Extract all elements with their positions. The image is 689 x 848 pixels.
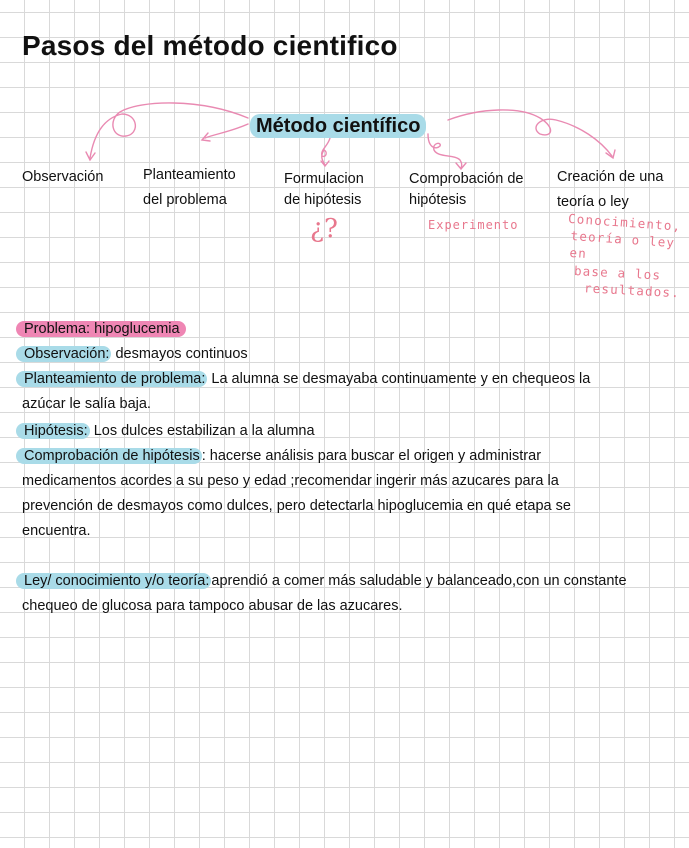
note-hypothesis [14,419,674,444]
node-label: teoría o ley [557,194,629,210]
hypothesis-text: Los dulces estabilizan a la alumna [89,423,315,439]
note-observation [14,342,674,367]
annotation-line: Conocimiento, [567,210,682,234]
note-problem [14,317,674,342]
annotation-line: base a los [573,263,662,283]
note-testing-cont: prevención de desmayos como dulces, pero detectarla hipoglucemia en qué etapa se [22,498,571,514]
note-law-cont: chequeo de glucosa para tampoco abusar de las azucares. [22,598,403,614]
note-testing-cont: encuentra. [22,523,91,539]
center-node: Método científico [250,114,426,138]
node-label: hipótesis [409,192,467,208]
node-label: Formulacion [284,171,364,187]
problem-label: Problema: hipoglucemia [16,321,186,337]
node-label: del problema [143,192,227,208]
observation-text: desmayos continuos [111,346,248,362]
node-formulacion [284,169,364,211]
note-statement-cont: azúcar le salía baja. [22,396,151,412]
note-law [14,569,674,594]
note-statement [14,367,674,392]
testing-text: : hacerse análisis para buscar el origen y administrar [201,448,542,464]
node-label: Planteamiento [143,167,236,183]
node-label: Observación [22,169,104,185]
annotation-line: teoría o ley en [569,227,676,262]
law-label: Ley/ conocimiento y/o teoría: [16,573,211,589]
node-label: Creación de una [557,169,664,185]
annotation-question: ¿? [310,214,338,244]
testing-label: Comprobación de hipótesis [16,448,202,464]
observation-label: Observación: [16,346,111,362]
node-label: de hipótesis [284,192,362,208]
arrow-to-observacion [90,103,248,158]
annotation-experiment: Experimento [428,218,519,232]
note-testing-cont: medicamentos acordes a su peso y edad ;recomendar ingerir más azucares para la [22,473,559,489]
hypothesis-label: Hipótesis: [16,423,90,439]
node-label: Comprobación de [409,171,524,187]
arrow-to-creacion [448,110,612,156]
annotation-line: resultados. [583,280,681,301]
statement-text: La alumna se desmayaba continuamente y en chequeos la [207,371,591,387]
notes-section [14,317,674,619]
arrow-to-planteamiento [205,124,248,138]
page-title: Pasos del método cientifico [22,30,398,61]
node-comprobacion [409,169,523,211]
node-creacion [557,165,663,215]
note-testing [14,444,674,469]
node-planteamiento [143,163,236,213]
statement-label: Planteamiento de problema: [16,371,207,387]
law-text: aprendió a comer más saludable y balanceado,con un constante [211,573,627,589]
node-observacion [22,167,103,188]
annotation-knowledge [567,210,689,301]
